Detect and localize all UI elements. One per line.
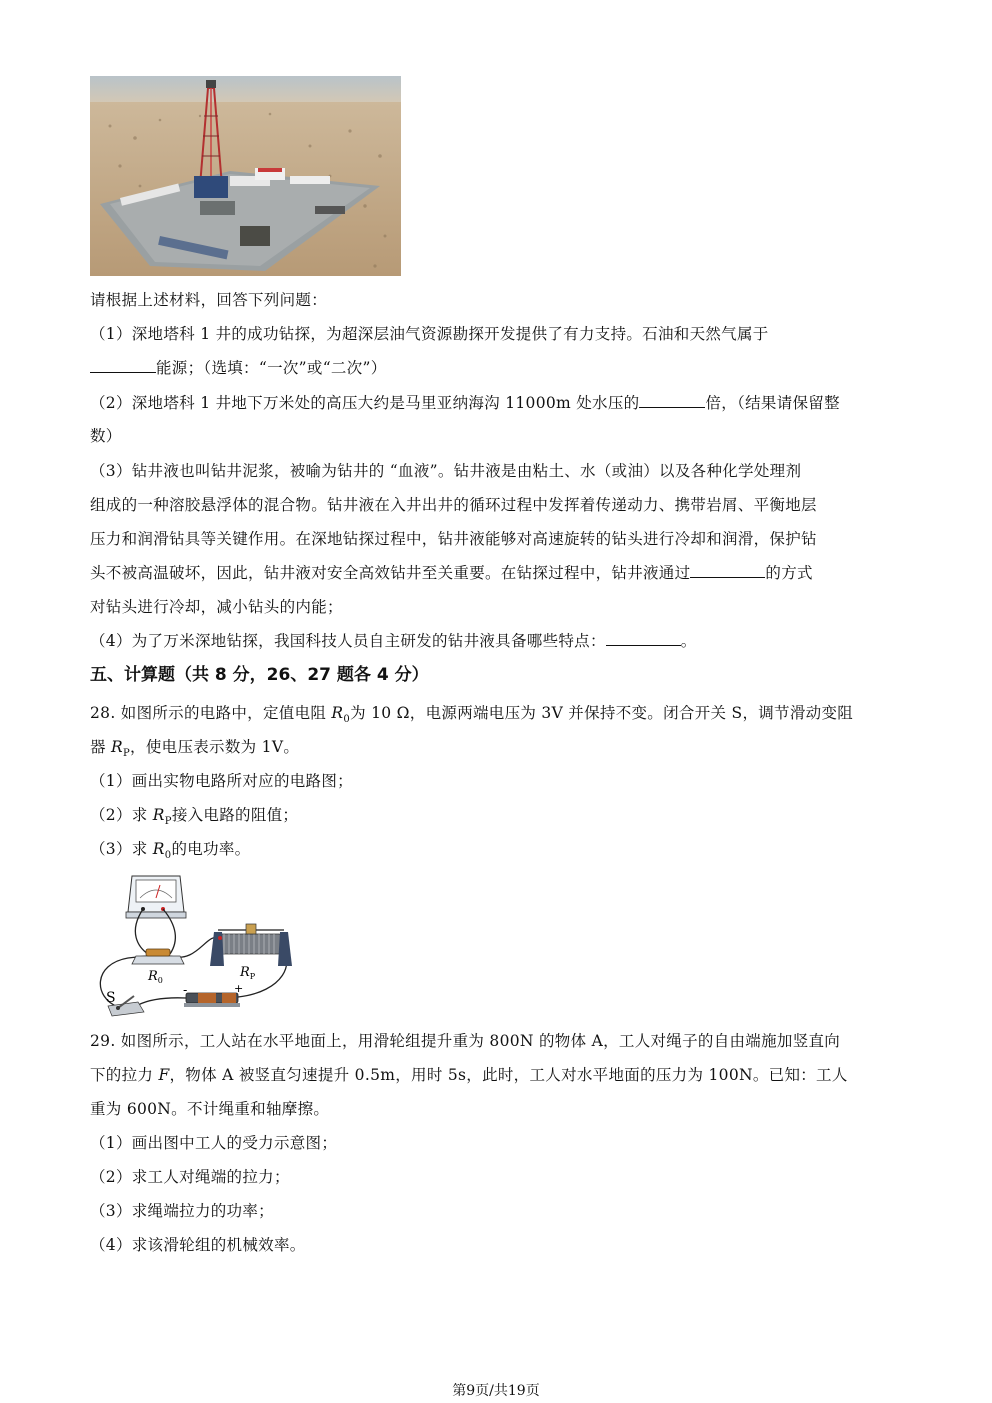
q29-sub-2 bbox=[90, 1166, 905, 1188]
q3-text-tail: 的方式 bbox=[765, 564, 813, 582]
q29-text: 下的拉力 bbox=[90, 1066, 159, 1084]
q28-subquestion: （3）求 bbox=[90, 840, 153, 858]
q2-text: （2）深地塔科 1 井地下万米处的高压大约是马里亚纳海沟 11000m 处水压的 bbox=[90, 394, 640, 412]
page-number: 第9页/共19页 bbox=[452, 1383, 540, 1399]
q28-sub-2 bbox=[90, 804, 905, 833]
q3-text: （3）钻井液也叫钻井泥浆，被喻为钻井的 “血液”。钻井液是由粘土、水（或油）以及各种化学处理剂 bbox=[90, 462, 802, 480]
switch-label: S bbox=[106, 990, 116, 1006]
q3-text: 头不被高温破坏，因此，钻井液对安全高效钻井至关重要。在钻探过程中，钻井液通过 bbox=[90, 564, 691, 582]
q28-subquestion: （1）画出实物电路所对应的电路图； bbox=[90, 772, 353, 790]
q3-text: 压力和润滑钻具等关键作用。在深地钻探过程中，钻井液能够对高速旋转的钻头进行冷却和润滑，保护钻 bbox=[90, 530, 817, 548]
answer-blank[interactable] bbox=[606, 631, 681, 646]
q28-subquestion: 的电功率。 bbox=[171, 840, 251, 858]
q29-text: ，物体 A 被竖直匀速提升 0.5m，用时 5s，此时，工人对水平地面的压力为 100N。已知：工人 bbox=[169, 1066, 848, 1084]
battery-icon bbox=[184, 993, 240, 1007]
q4-line bbox=[90, 630, 905, 652]
q29-text: 重为 600N。不计绳重和轴摩擦。 bbox=[90, 1100, 330, 1118]
q1-options: 能源；（选填：“一次”或“二次”） bbox=[156, 359, 387, 377]
rheostat-rp-icon bbox=[210, 924, 292, 966]
q29-sub-3 bbox=[90, 1200, 905, 1222]
q3-text: 组成的一种溶胶悬浮体的混合物。钻井液在入井出井的循环过程中发挥着传递动力、携带岩屑、平衡地层 bbox=[90, 496, 817, 514]
q28-text: 为 10 Ω，电源两端电压为 3V 并保持不变。闭合开关 S，调节滑动变阻 bbox=[350, 704, 854, 722]
q3-line-4 bbox=[90, 562, 905, 584]
q1-line-1 bbox=[90, 323, 905, 345]
q2-text-end: 数） bbox=[90, 427, 122, 445]
intro-label: 请根据上述材料，回答下列问题： bbox=[90, 291, 328, 309]
var-r: R bbox=[331, 704, 344, 722]
battery-plus-label: + bbox=[234, 982, 244, 995]
q3-line-3 bbox=[90, 528, 905, 550]
q28-text: ，使电压表示数为 1V。 bbox=[130, 738, 300, 756]
var-r: R bbox=[111, 738, 124, 756]
sub-p: P bbox=[164, 816, 172, 828]
label-rp: $R_P$ bbox=[240, 965, 256, 981]
q1-text: （1）深地塔科 1 井的成功钻探，为超深层油气资源勘探开发提供了有力支持。石油和天然气属于 bbox=[90, 325, 769, 343]
var-r: R bbox=[152, 806, 165, 824]
q29-subquestion: （3）求绳端拉力的功率； bbox=[90, 1202, 274, 1220]
drilling-rig-photo bbox=[90, 76, 401, 276]
q2-text-tail: 倍，（结果请保留整 bbox=[705, 394, 840, 412]
battery-minus-label: - bbox=[183, 983, 188, 997]
q29-line-1 bbox=[90, 1030, 905, 1052]
q29-subquestion: （4）求该滑轮组的机械效率。 bbox=[90, 1236, 306, 1254]
q29-line-3 bbox=[90, 1098, 905, 1120]
answer-blank[interactable] bbox=[639, 393, 705, 408]
q3-line-2 bbox=[90, 494, 905, 516]
answer-blank[interactable] bbox=[90, 358, 156, 373]
answer-blank[interactable] bbox=[690, 563, 765, 578]
sub-p: P bbox=[123, 748, 131, 760]
sub-0: 0 bbox=[164, 850, 172, 862]
var-f: F bbox=[158, 1066, 170, 1084]
q4-period: 。 bbox=[680, 632, 697, 650]
q28-line-1 bbox=[90, 702, 905, 731]
q29-subquestion: （1）画出图中工人的受力示意图； bbox=[90, 1134, 338, 1152]
q2-line-2 bbox=[90, 425, 905, 447]
q28-text: 器 bbox=[90, 738, 112, 756]
section-heading: 五、计算题（共 8 分，26、27 题各 4 分） bbox=[90, 665, 429, 685]
q29-subquestion: （2）求工人对绳端的拉力； bbox=[90, 1168, 290, 1186]
q28-sub-1 bbox=[90, 770, 905, 792]
sub-0: 0 bbox=[343, 714, 351, 726]
q29-text: 29. 如图所示，工人站在水平地面上，用滑轮组提升重为 800N 的物体 A，工人对绳子的自由端施加竖直向 bbox=[90, 1032, 841, 1050]
q2-line-1 bbox=[90, 392, 905, 414]
label-r0: $R_0$ bbox=[148, 969, 163, 985]
q29-sub-4 bbox=[90, 1234, 905, 1256]
q28-sub-3 bbox=[90, 838, 905, 867]
q3-line-1 bbox=[90, 460, 905, 482]
voltmeter-icon bbox=[126, 876, 186, 918]
q28-line-2 bbox=[90, 736, 905, 765]
q3-text: 对钻头进行冷却，减小钻头的内能； bbox=[90, 598, 343, 616]
var-r: R bbox=[152, 840, 165, 858]
q28-subquestion: （2）求 bbox=[90, 806, 153, 824]
q29-sub-1 bbox=[90, 1132, 905, 1154]
q29-line-2 bbox=[90, 1064, 905, 1086]
circuit-figure bbox=[88, 872, 302, 1018]
q3-line-5 bbox=[90, 596, 905, 618]
intro-text bbox=[90, 289, 905, 311]
q28-subquestion: 接入电路的阻值； bbox=[171, 806, 299, 824]
q1-line-2 bbox=[90, 357, 905, 379]
q28-text: 28. 如图所示的电路中，定值电阻 bbox=[90, 704, 332, 722]
resistor-r0-icon bbox=[132, 949, 184, 964]
q4-text: （4）为了万米深地钻探，我国科技人员自主研发的钻井液具备哪些特点： bbox=[90, 632, 606, 650]
